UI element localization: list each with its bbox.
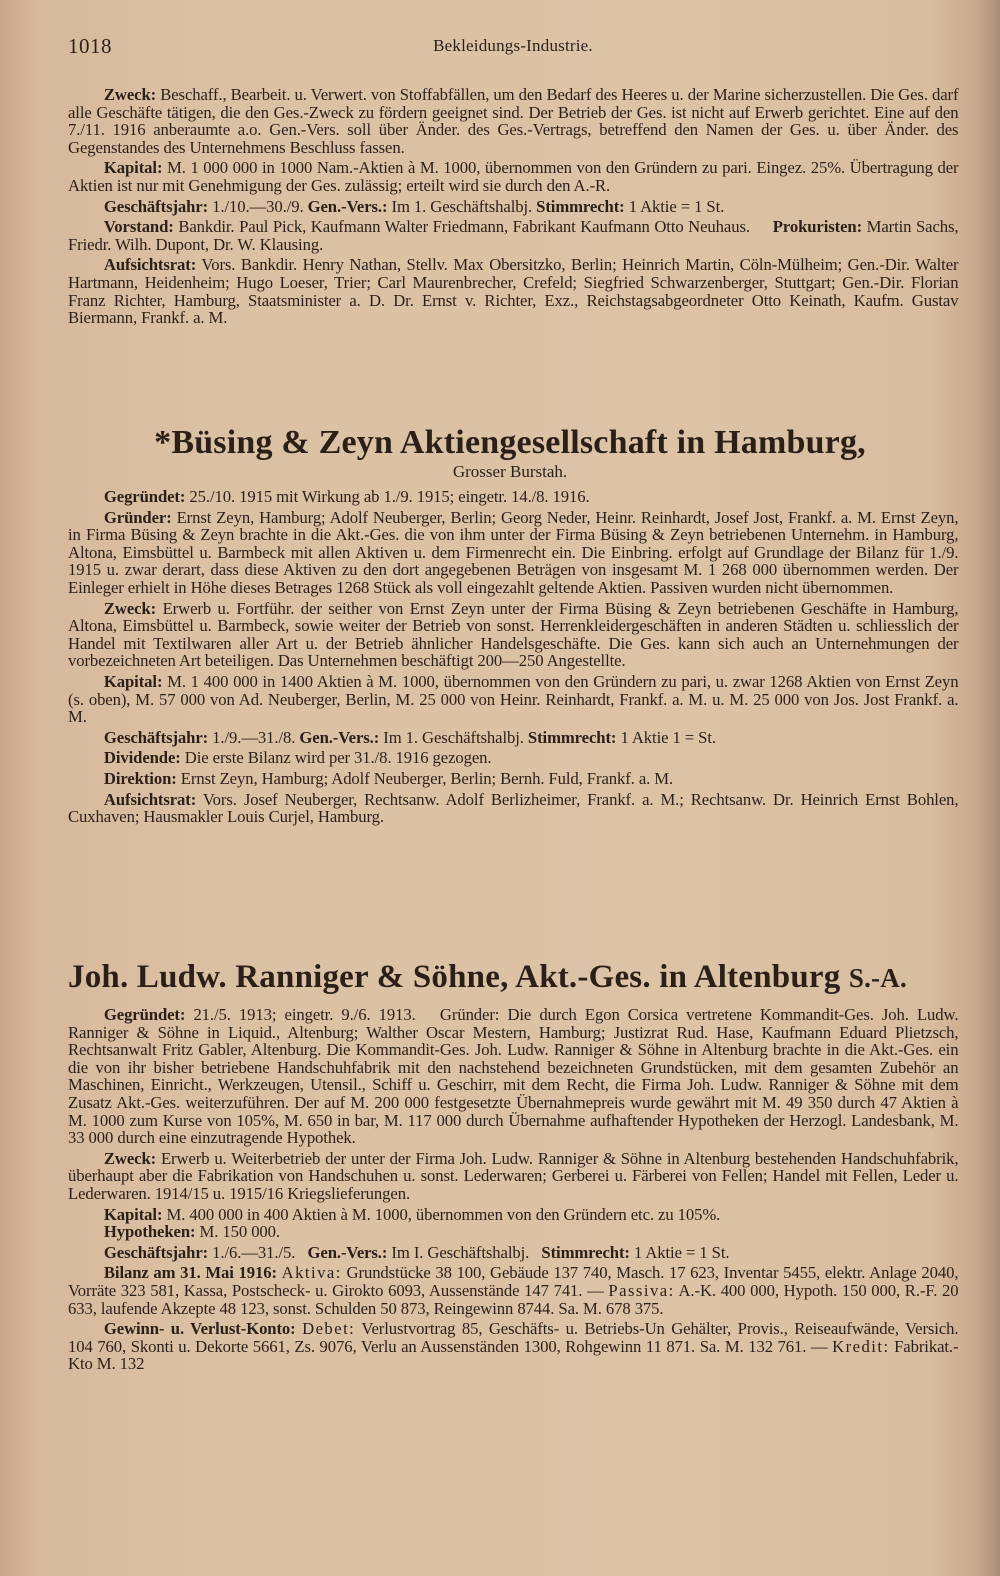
hypotheken-paragraph — [68, 1223, 958, 1241]
entry-continued — [68, 86, 958, 327]
geschaeftsjahr-paragraph — [68, 729, 958, 747]
prokuristen-label: Prokuristen: — [772, 217, 863, 237]
debet-text: Verlustvortrag 85, Geschäfts- u. Betriebs-Un Gehälter, Provis., Reiseaufwände, Versich. 104 760, Skonti u. Dekorte 5661, Zs. 9076, Verlu an Aussenständen 1300, Rohgewinn 11 871. Sa. M. 132 761. — — [68, 1319, 959, 1356]
geschaeftsjahr-paragraph — [68, 198, 958, 216]
zweck-paragraph — [68, 600, 958, 670]
direktion-label: Direktion: — [103, 768, 177, 788]
genvers-text: Im 1. Geschäftshalbj. — [391, 196, 533, 216]
zweck-label: Zweck: — [103, 1148, 157, 1168]
hypotheken-label: Hypotheken: — [103, 1222, 196, 1242]
aufsichtsrat-text: Vors. Josef Neuberger, Rechtsanw. Adolf Berlizheimer, Frankf. a. M.; Rechtsanw. Dr. Heinrich Ernst Bohlen, Cuxhaven; Hausmakler Louis Curjel, Hamburg. — [68, 789, 959, 827]
kredit-text: Fabrikat.-Kto M. 132 — [68, 1336, 959, 1374]
geschaeftsjahr-text: 1./9.—31./8. — [212, 727, 296, 747]
direktion-text: Ernst Zeyn, Hamburg; Adolf Neuberger, Berlin; Bernh. Fuld, Frankf. a. M. — [180, 768, 674, 788]
zweck-text: Erwerb u. Weiterbetrieb der unter der Firma Joh. Ludw. Ranniger & Söhne in Altenburg bestehenden Handschuhfabrik, überhaupt aber die Fabrikation von Handschuhen u. sonst. Lederwaren; Gerberei u. Färberei von Fellen; Handel mit Fellen, Leder u. Lederwaren. 1914/15 u. 1915/16 Kriegslieferungen. — [68, 1148, 959, 1203]
kapital-text: M. 1 400 000 in 1400 Aktien à M. 1000, übernommen von den Gründern zu pari, u. zwar 1268 Aktien von Ernst Zeyn (s. oben), M. 57 000 von Ad. Neuberger, Berlin, M. 25 000 von Heinr. Reinhardt, Frankf. a. M. u. M. 25 000 von Jos. Jost Frankf. a. M. — [68, 671, 959, 727]
gruender-label: Gründer: — [103, 507, 172, 527]
aktiva-label: Aktiva: — [281, 1263, 342, 1283]
guv-label: Gewinn- u. Verlust-Konto: — [103, 1319, 296, 1339]
gruender-text: Ernst Zeyn, Hamburg; Adolf Neuberger, Berlin; Georg Neder, Heinr. Reinhardt, Josef Jost, Frankf. a. M. Ernst Zeyn, in Firma Büsing & Zeyn brachte in die Akt.-Ges. die von ihm unter der Firma Büsing & Zeyn betriebenen Unternehm. in Hamburg, Altona, Eimsbüttel u. Barmbeck mit allen Aktiven u. dem Firmenrecht ein. Die Einbring. erfolgt auf Grundlage der Bilanz für 1./9. 1915 u. zwar derart, dass diese Aktiven zu den dort angegebenen Beträgen von insgesamt M. 1 268 000 übernommen werden. Der Einleger erhielt in Höhe dieses Betrages 1268 Stück als voll eingezahlt geltende Aktien. Passiven wurden nicht übernommen. — [68, 507, 959, 597]
company-title-ranniger — [68, 958, 968, 997]
geschaeftsjahr-label: Geschäftsjahr: — [103, 727, 209, 747]
gegruendet-text: 21./5. 1913; eingetr. 9./6. 1913. — [193, 1005, 416, 1024]
company-title-suffix: S.-A. — [848, 963, 907, 993]
zweck-label: Zweck: — [103, 85, 157, 104]
dividende-text: Die erste Bilanz wird per 31./8. 1916 gezogen. — [184, 748, 492, 768]
stimmrecht-label: Stimmrecht: — [541, 1242, 630, 1262]
entry-buesing-zeyn — [68, 488, 958, 826]
aufsichtsrat-paragraph — [68, 791, 958, 826]
dividende-paragraph — [68, 749, 958, 767]
genvers-label: Gen.-Vers.: — [299, 727, 380, 747]
gruender-text: Die durch Egon Corsica vertretene Kommandit-Ges. Joh. Ludw. Ranniger & Söhne in Liquid., Altenburg; Walther Oscar Mestern, Hamburg; Justizrat Rud. Hase, Kaufmann Eduard Plietzsch, Rechtsanwalt Fritz Gabler, Altenburg. Die Kommandit-Ges. Joh. Ludw. Ranniger & Söhne in Altenburg brachte in die Akt.-Ges. ein die von ihr bisher betriebene Handschuhfabrik mit den nachstehend bezeichneten Grundstücken, mit dem gesamten Zubehör an Maschinen, Einricht., Werkzeugen, Utensil., Schiff u. Geschirr, mit dem Recht, die Firma Joh. Ludw. Ranniger & Söhne mit dem Zusatz Akt.-Ges. weiterzuführen. Der auf M. 200 000 festgesetzte Übernahmepreis wurde gewährt mit M. 49 350 durch 47 Aktien à M. 1000 zum Kurse von 105%, M. 650 in bar, M. 117 000 durch Übernahme aufhaftender Hypotheken der Herzogl. Landesbank, M. 33 000 durch eine einzutragende Hypothek. — [68, 1005, 959, 1148]
vorstand-text: Bankdir. Paul Pick, Kaufmann Walter Friedmann, Fabrikant Kaufmann Otto Neuhaus. — [178, 217, 750, 237]
genvers-label: Gen.-Vers.: — [307, 196, 388, 216]
aufsichtsrat-text: Vors. Bankdir. Henry Nathan, Stellv. Max Obersitzko, Berlin; Heinrich Martin, Cöln-Mülheim; Gen.-Dir. Walter Hartmann, Heidenheim; Hugo Loeser, Trier; Carl Maurenbrecher, Crefeld; Siegfried Schwarzenberger, Stuttgart; Gen.-Dir. Florian Franz Richter, Hamburg, Staatsminister a. D. Dr. Ernst v. Richter, Exz., Reichstagsabgeordneter Otto Keinath, Kaufm. Gustav Biermann, Frankf. a. M. — [68, 255, 959, 328]
passiva-text: A.-K. 400 000, Hypoth. 150 000, R.-F. 20 633, laufende Akzepte 48 123, sonst. Schulden 50 873, Reingewinn 8744. Sa. M. 678 375. — [68, 1280, 959, 1318]
zweck-text: Erwerb u. Fortführ. der seither von Ernst Zeyn unter der Firma Büsing & Zeyn betriebenen Geschäfte in Hamburg, Altona, Eimsbüttel u. Barmbeck, sowie weiter der Betrieb von sonst. Herrenkleidergeschäften in anderen Städten u. schliesslich der Handel mit Textilwaren aller Art u. der Betrieb ähnlicher Handelsgeschäfte. Die Ges. kann sich auch an Unternehmungen der vorbezeichneten Art beteiligen. Das Unternehmen beschäftigt 200—250 Angestellte. — [68, 598, 959, 671]
stimmrecht-text: 1 Aktie = 1 St. — [628, 196, 725, 216]
vorstand-paragraph — [68, 218, 958, 253]
zweck-label: Zweck: — [103, 598, 157, 618]
geschaeftsjahr-text: 1./10.—30./9. — [212, 196, 304, 216]
stimmrecht-label: Stimmrecht: — [527, 727, 617, 747]
company-title-buesing-zeyn: *Büsing & Zeyn Aktiengesellschaft in Hamburg, — [154, 424, 866, 461]
company-address: Grosser Burstah. — [452, 462, 568, 481]
zweck-text: Beschaff., Bearbeit. u. Verwert. von Stoffabfällen, um den Bedarf des Heeres u. der Marine sicherzustellen. Die Ges. darf alle Geschäfte tätigen, die den Ges.-Zweck zu fördern geeignet sind. Der Betrieb der Ges. ist nicht auf Erwerb gerichtet. Eine auf den 7./11. 1916 anberaumte a.o. Gen.-Vers. soll über Änder. des Ges.-Vertrags, betreffend den Namen der Ges. u. über Änder. des Gegenstandes des Unternehmens Beschluss fassen. — [68, 85, 959, 157]
debet-label: Debet: — [302, 1319, 356, 1339]
genvers-text: Im I. Geschäftshalbj. — [391, 1242, 530, 1262]
page-header — [68, 34, 958, 60]
gegruendet-label: Gegründet: — [103, 1005, 186, 1024]
geschaeftsjahr-text: 1./6.—31./5. — [212, 1242, 296, 1262]
hypotheken-text: M. 150 000. — [199, 1222, 280, 1242]
genvers-label: Gen.-Vers.: — [307, 1242, 388, 1262]
page-number: 1018 — [68, 34, 112, 58]
genvers-text: Im 1. Geschäftshalbj. — [383, 727, 524, 747]
gegruendet-text: 25./10. 1915 mit Wirkung ab 1./9. 1915; eingetr. 14./8. 1916. — [189, 487, 590, 506]
gewinn-verlust-paragraph — [68, 1320, 958, 1373]
gruender-paragraph — [68, 509, 958, 597]
geschaeftsjahr-paragraph — [68, 1244, 958, 1262]
kredit-label: Kredit: — [832, 1336, 890, 1356]
bilanz-paragraph — [68, 1264, 958, 1317]
running-title: Bekleidungs-Industrie. — [433, 36, 593, 55]
stimmrecht-text: 1 Aktie = 1 St. — [633, 1242, 730, 1262]
direktion-paragraph — [68, 770, 958, 788]
kapital-label: Kapital: — [103, 158, 163, 178]
geschaeftsjahr-label: Geschäftsjahr: — [103, 1242, 209, 1262]
bilanz-label: Bilanz am 31. Mai 1916: — [103, 1263, 277, 1283]
stimmrecht-text: 1 Aktie 1 = St. — [620, 727, 716, 747]
geschaeftsjahr-label: Geschäftsjahr: — [103, 196, 209, 216]
vorstand-label: Vorstand: — [103, 217, 174, 237]
kapital-text: M. 1 000 000 in 1000 Nam.-Aktien à M. 1000, übernommen von den Gründern zu pari. Eingez. 25%. Übertragung der Aktien ist nur mit Genehmigung der Ges. zulässig; erteilt wird sie durch den A.-R. — [68, 158, 959, 195]
gegruendet-paragraph — [68, 1006, 958, 1147]
kapital-text: M. 400 000 in 400 Aktien à M. 1000, übernommen von den Gründern etc. zu 105%. — [166, 1204, 721, 1224]
aktiva-text: Grundstücke 38 100, Gebäude 137 740, Masch. 17 623, Inventar 5455, elektr. Anlage 2040, Vorräte 323 581, Kassa, Postscheck- u. Girokto 6093, Aussenstände 147 741. — — [68, 1263, 959, 1300]
entry-ranniger — [68, 1006, 958, 1373]
aufsichtsrat-paragraph — [68, 256, 958, 326]
aufsichtsrat-label: Aufsichtsrat: — [103, 255, 197, 275]
kapital-paragraph — [68, 673, 958, 726]
kapital-paragraph — [68, 1206, 958, 1224]
gruender-label: Gründer: — [439, 1005, 500, 1024]
aufsichtsrat-label: Aufsichtsrat: — [103, 789, 197, 809]
kapital-paragraph — [68, 159, 958, 194]
gegruendet-label: Gegründet: — [103, 487, 186, 506]
stimmrecht-label: Stimmrecht: — [536, 196, 625, 216]
zweck-paragraph — [68, 1150, 958, 1203]
kapital-label: Kapital: — [103, 1204, 163, 1224]
prokuristen-text: Martin Sachs, Friedr. Wilh. Dupont, Dr. W. Klausing. — [68, 217, 959, 254]
passiva-label: Passiva: — [608, 1280, 675, 1300]
kapital-label: Kapital: — [103, 671, 163, 691]
zweck-paragraph — [68, 86, 958, 156]
dividende-label: Dividende: — [103, 748, 181, 768]
gegruendet-paragraph — [68, 488, 958, 506]
company-title-text: Joh. Ludw. Ranniger & Söhne, Akt.-Ges. in Altenburg — [68, 959, 841, 995]
